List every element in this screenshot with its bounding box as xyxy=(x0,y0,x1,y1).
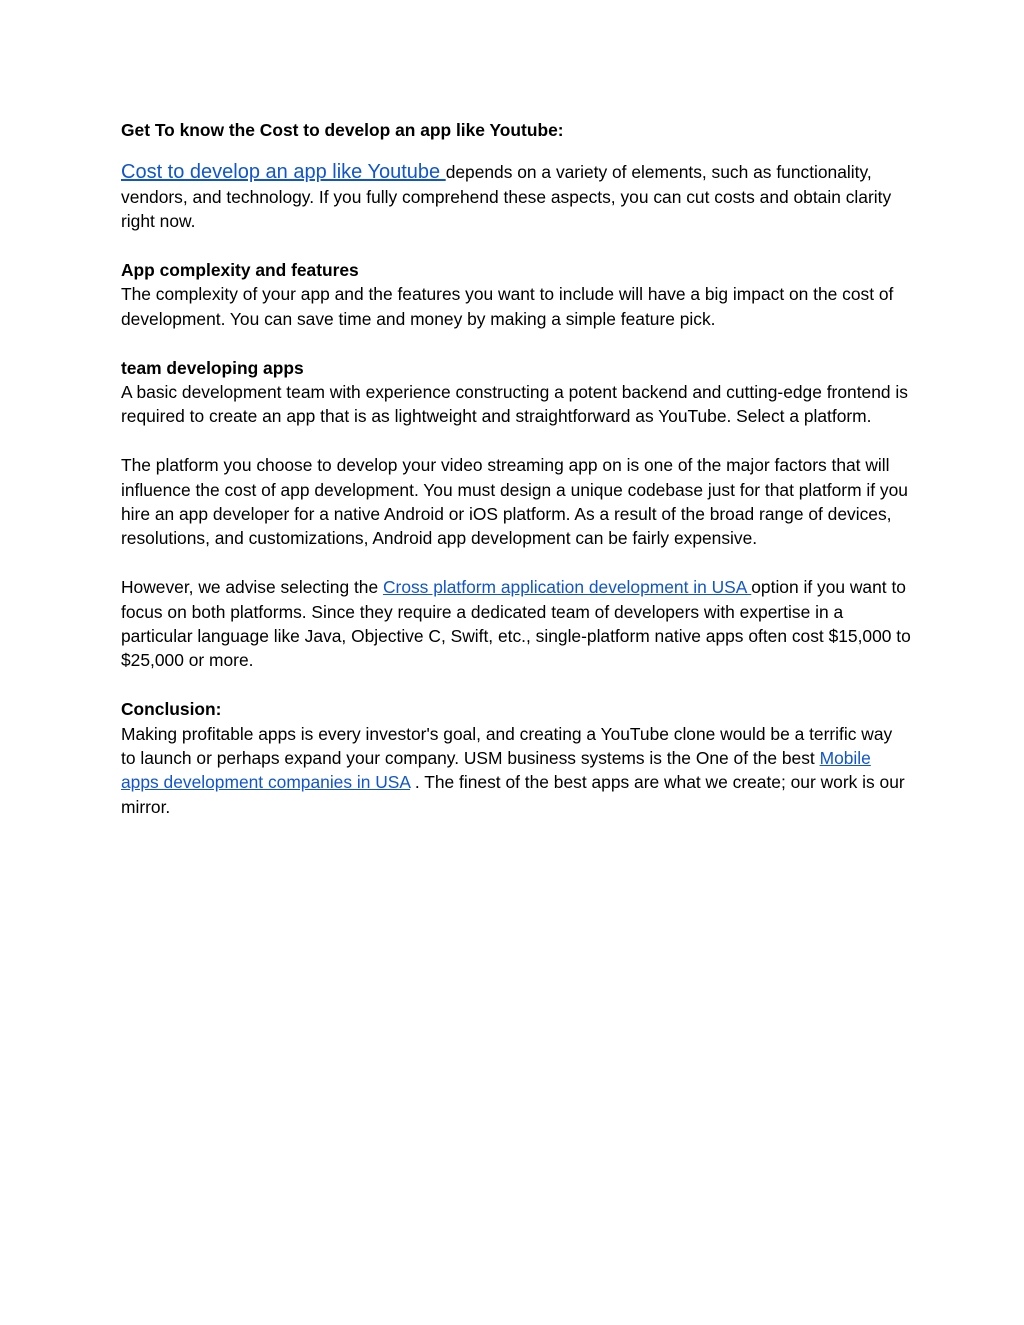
intro-paragraph xyxy=(121,160,911,233)
spacer xyxy=(121,142,911,160)
spacer xyxy=(121,673,911,697)
cross-platform-text-after: option if you want to focus on both platforms. Since they require a dedicated team of developers with expertise in a particular language like Java, Objective C, Swift, etc., single-platform native apps often cost $15,000 to $25,000 or more. xyxy=(121,577,911,671)
conclusion-paragraph xyxy=(121,722,911,820)
complexity-paragraph: The complexity of your app and the features you want to include will have a big impact on the cost of development. You can save time and money by making a simple feature pick. xyxy=(121,284,894,329)
conclusion-text-before: Making profitable apps is every investor's goal, and creating a YouTube clone would be a terrific way to launch or perhaps expand your company. USM business systems is the One of the best xyxy=(121,723,893,769)
spacer xyxy=(121,331,911,355)
spacer xyxy=(121,234,911,258)
team-paragraph: A basic development team with experience constructing a potent backend and cutting-edge frontend is required to create an app that is as lightweight and straightforward as YouTube. Select a platform. xyxy=(121,382,908,427)
cross-platform-paragraph xyxy=(121,575,911,673)
intro-text: depends on a variety of elements, such as functionality, vendors, and technology. If you fully comprehend these aspects, you can cut costs and obtain clarity right now. xyxy=(121,162,892,232)
conclusion-text-after: . The finest of the best apps are what we create; our work is our mirror. xyxy=(121,772,905,817)
spacer xyxy=(121,551,911,575)
conclusion-heading: Conclusion: xyxy=(121,699,222,720)
spacer xyxy=(121,429,911,453)
cross-platform-text-before: However, we advise selecting the xyxy=(121,577,383,598)
document-page xyxy=(121,118,911,819)
cost-youtube-app-link[interactable]: Cost to develop an app like Youtube xyxy=(121,161,446,184)
complexity-heading: App complexity and features xyxy=(121,260,359,281)
team-heading: team developing apps xyxy=(121,357,304,378)
cross-platform-link[interactable]: Cross platform application development in USA xyxy=(382,577,752,598)
mobile-apps-companies-link[interactable]: Mobile apps development companies in USA xyxy=(121,748,871,793)
platform-paragraph: The platform you choose to develop your video streaming app on is one of the major factors that will influence the cost of app development. You must design a unique codebase just for that platform if you hire an app developer for a native Android or iOS platform. As a result of the broad range of devices, resolutions, and customizations, Android app development can be fairly expensive. xyxy=(121,455,908,549)
document-title: Get To know the Cost to develop an app like Youtube: xyxy=(121,120,564,140)
